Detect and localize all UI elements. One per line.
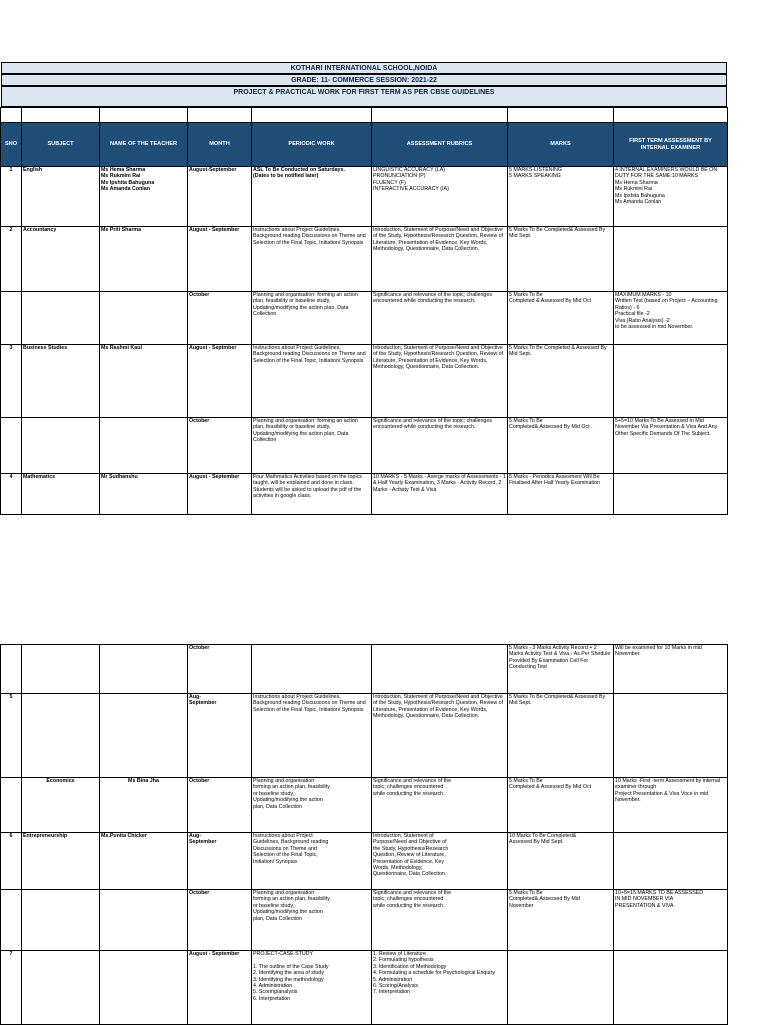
cell-examiner: 10 Marks -First -term Assessment by internal examiner through Project Presentation & Viva Voce in mid November.: [614, 778, 728, 833]
cell-sno: 5: [1, 694, 22, 778]
col-header-teacher: NAME OF THE TEACHER: [100, 123, 188, 167]
cell-marks: 5 Marks - 3 Marks Activity Record + 2 Marks Activity Test & Viva - As Per Shedule Provided By Examination Cell For Conducting Test: [508, 645, 614, 694]
cell-teacher: Ms Rashmi Kaul: [100, 345, 188, 418]
cell-teacher: Ms Priti Sharma: [100, 227, 188, 292]
cell-teacher: [100, 645, 188, 694]
cell-subject: [22, 645, 100, 694]
cell-periodic-work: Planning and organisation: forming an action plan, feasibility or baseline study, Updating/modifying the action plan, Data Collection: [252, 292, 372, 345]
cell-marks: 5 Marks To Be Completed & Assessed By Mid Oct: [508, 292, 614, 345]
table-row: [1, 474, 728, 515]
cell-periodic-work: ASL To Be Conducted on Saturdays. (Dates to be notified later): [252, 167, 372, 227]
cell-subject: [22, 890, 100, 951]
cell-month: Aug- September: [188, 694, 252, 778]
cell-teacher: Ms Hema Sharma Ms Rukmini Rai Ms Ipshita Bahuguna Ms Amanda Conlan: [100, 167, 188, 227]
cell-examiner: Will be examined for 10 Marks in mid November.: [614, 645, 728, 694]
document-title-bar: [1, 86, 727, 107]
cell-month: Aug- September: [188, 833, 252, 890]
cell-rubrics: 1. Review of Literature 2. Formulating hypothesis 3. Identification of Methodology 4. Formulating a schedule for Psychological Enquiry 5. Administration 6. Scoring/Analysis 7. Interpretation: [372, 951, 508, 1025]
cell-marks: 5 Marks To Be Completed& Assessed By Mid Sept.: [508, 227, 614, 292]
cell-sno: 4: [1, 474, 22, 515]
col-header-subject: SUBJECT: [22, 123, 100, 167]
cell-sno: [1, 645, 22, 694]
assessment-table: [0, 107, 728, 515]
cell-month: August - September: [188, 951, 252, 1025]
cell-subject: Business Studies: [22, 345, 100, 418]
spacer-row: [1, 108, 728, 123]
cell-rubrics: Significance and relevance of the topic; challenges encountered while conducting the research.: [372, 890, 508, 951]
cell-sno: [1, 890, 22, 951]
col-header-rubrics: ASSESSMENT RUBRICS: [372, 123, 508, 167]
cell-periodic-work: PROJECT-CASE STUDY 1. The outline of the Case Study 2. Identifying the area of study 3. Identifying the methodology 4. Administration 5. Scoring/analysis 6. Interpretation: [252, 951, 372, 1025]
col-header-marks: MARKS: [508, 123, 614, 167]
col-header-month: MONTH: [188, 123, 252, 167]
cell-marks: 5 Marks To Be Completed& Assessed By Mid November: [508, 890, 614, 951]
cell-rubrics: Significance and relevance of the topic; challenges encountered while conducting the research.: [372, 418, 508, 474]
cell-marks: 5 Marks To Be Completed & Assessed By Mid Oct: [508, 778, 614, 833]
cell-rubrics: 10 MARKS - 5 Marks - Averge marks of Assessments - 1 & Half Yearly Examination, 3 Marks - Activity Record, 2 Marks - Activity Test & Viva: [372, 474, 508, 515]
cell-month: October: [188, 418, 252, 474]
cell-periodic-work: Planning and organisation: forming an action plan, feasibility or baseline study, Updating/modifying the action plan, Data Collection: [252, 890, 372, 951]
cell-examiner: [614, 474, 728, 515]
cell-marks: [508, 951, 614, 1025]
cell-sno: [1, 778, 22, 833]
cell-subject: [22, 418, 100, 474]
cell-subject: Accountancy: [22, 227, 100, 292]
cell-rubrics: Introduction, Statement of Purpose/Need and Objective of the Study, Hypothesis/Research Question, Review of Literature, Presentation of Evidence, Key Words, Methodology, Questionnaire, Data Collection.: [372, 694, 508, 778]
col-header-sno: SNO: [1, 123, 22, 167]
cell-examiner: 4 INTERNAL EXAMINERS WOULD BE ON DUTY FOR THE SAME:10 MARKS Ms Hema Sharma Ms Rukmini Rai Ms Ipshita Bahuguna Ms Amanda Conlan: [614, 167, 728, 227]
table-row: [1, 694, 728, 778]
cell-periodic-work: Instructions about Project Guidelines, Background reading Discussions on Theme and Selection of the Final Topic, Initiation/ Synopsis: [252, 694, 372, 778]
cell-sno: 2: [1, 227, 22, 292]
table-row: [1, 227, 728, 292]
cell-marks: 5 Marks To Be Completed& Assessed By Mid Sept.: [508, 694, 614, 778]
table-row: [1, 778, 728, 833]
cell-rubrics: Introduction, Statement of Purpose/Need and Objective of the Study, Hypothesis/Research Question, Review of Literature, Presentation of Evidence, Key Words, Methodology, Questionnaire, Data Collection.: [372, 345, 508, 418]
cell-rubrics: Introduction, Statement of Purpose/Need and Objective of the Study, Hypothesis/Research Question, Review of Literature, Presentation of Evidence, Key Words, Methodology, Questionnaire, Data Collection.: [372, 227, 508, 292]
cell-teacher: Mr Sudhanshu: [100, 474, 188, 515]
cell-periodic-work: Instructions about Project Guidelines, Background reading Discussions on Theme and Selection of the Final Topic, Initiation/ Synopsis: [252, 227, 372, 292]
table-row: [1, 833, 728, 890]
cell-examiner: [614, 227, 728, 292]
cell-month: August - September: [188, 474, 252, 515]
cell-teacher: [100, 951, 188, 1025]
cell-sno: 7: [1, 951, 22, 1025]
cell-sno: 6: [1, 833, 22, 890]
cell-sno: 1: [1, 167, 22, 227]
cell-sno: [1, 418, 22, 474]
cell-rubrics: Significance and relevance of the topic; challenges encountered while conducting the research.: [372, 778, 508, 833]
school-name: KOTHARI INTERNATIONAL SCHOOL,NOIDA: [290, 65, 438, 72]
cell-teacher: [100, 694, 188, 778]
cell-month: August - Septmber: [188, 345, 252, 418]
cell-rubrics: Introduction, Statement of Purpose/Need and Objective of the Study, Hypothesis/Research Question, Review of Literature, Presentation of Evidence, Key Words, Methodology, Questionnaire, Data Collection.: [372, 833, 508, 890]
cell-periodic-work: Four Mathmatics Activities based on the topics taught, will be explained and done in class. Students will be asked to upload the pdf of the activities in google class.: [252, 474, 372, 515]
cell-teacher: [100, 418, 188, 474]
col-header-periodic-work: PERIODIC WORK: [252, 123, 372, 167]
cell-subject: Entrepreneurship: [22, 833, 100, 890]
assessment-table-continued: [0, 644, 728, 1025]
cell-marks: 10 Marks To Be Completed& Assessed By Mid Sept.: [508, 833, 614, 890]
cell-examiner: 5+5=10 Marks To Be Assessed In Mid November Via Presentation & Viva And Any Other Specific Demands Of The Subject.: [614, 418, 728, 474]
cell-subject: [22, 292, 100, 345]
cell-month: October: [188, 292, 252, 345]
cell-marks: 5 Marks To Be Completed & Assessed By Mid Sept.: [508, 345, 614, 418]
cell-sno: [1, 292, 22, 345]
cell-periodic-work: Instructions about Project Guidelines, Background reading Discussions on Theme and Selection of the Final Topic, Initiation/ Synopsis: [252, 833, 372, 890]
table-row: [1, 951, 728, 1025]
cell-marks: 5 MARKS-LISTENING 5 MARKS SPEAKING: [508, 167, 614, 227]
cell-teacher: [100, 292, 188, 345]
table-row: [1, 167, 728, 227]
cell-examiner: [614, 833, 728, 890]
table-row: [1, 292, 728, 345]
grade-session: GRADE: 11- COMMERCE SESSION: 2021-22: [291, 77, 437, 84]
cell-marks: 5 Marks To Be Completed& Assessed By Mid Oct .: [508, 418, 614, 474]
cell-month: October: [188, 645, 252, 694]
col-header-examiner: FIRST TERM ASSESSMENT BY INTERNAL EXAMINER: [614, 123, 728, 167]
cell-examiner: [614, 694, 728, 778]
table-row: [1, 418, 728, 474]
cell-subject: [22, 694, 100, 778]
cell-periodic-work: Planning and organisation: forming an action plan, feasibility or baseline study, Updating/modifying the action plan, Data Collection: [252, 418, 372, 474]
cell-month: October: [188, 890, 252, 951]
header-row: [1, 123, 728, 167]
cell-teacher: [100, 890, 188, 951]
table-row: [1, 890, 728, 951]
cell-examiner: 10+5=15 MARKS TO BE ASSESSED IN MID NOVEMBER VIA PRESENTATION & VIVA: [614, 890, 728, 951]
cell-subject: English: [22, 167, 100, 227]
cell-periodic-work: Instructions about Project Guidelines, Background reading Discussions on Theme and Selection of the Final Topic, Initiation/ Synopsis: [252, 345, 372, 418]
cell-subject: Mathematics: [22, 474, 100, 515]
grade-session-bar: [1, 74, 727, 86]
cell-marks: 5 Marks - Periodics Assesment Will Be Finalised After Half Yearly Examination: [508, 474, 614, 515]
cell-periodic-work: [252, 645, 372, 694]
cell-rubrics: LINGUISTIC ACCURACY (LA) PRONUNCIATION (P) FLUENCY (F) INTERACTIVE ACCURACY (IA): [372, 167, 508, 227]
cell-examiner: [614, 345, 728, 418]
cell-rubrics: [372, 645, 508, 694]
cell-month: August - September: [188, 227, 252, 292]
cell-rubrics: Significance and relevance of the topic; challenges encountered while conducting the research.: [372, 292, 508, 345]
table-row: [1, 345, 728, 418]
cell-month: October: [188, 778, 252, 833]
cell-subject: Economics: [22, 778, 100, 833]
school-name-bar: [1, 62, 727, 74]
cell-sno: 3: [1, 345, 22, 418]
document-title: PROJECT & PRACTICAL WORK FOR FIRST TERM AS PER CBSE GUIDELINES: [233, 89, 495, 96]
cell-month: August-September: [188, 167, 252, 227]
cell-examiner: [614, 951, 728, 1025]
cell-periodic-work: Planning and organisation: forming an action plan, feasibility or baseline study, Updating/modifying the action plan, Data Collection: [252, 778, 372, 833]
table-row: [1, 645, 728, 694]
cell-teacher: Ms.Punita Chicker: [100, 833, 188, 890]
cell-examiner: MAXIMUM MARKS - 10 Written Test (based on Project – Accounting Ratios) - 6 Practical file -2 Viva (Ratio Analysis) -2 to be assessed in mid November.: [614, 292, 728, 345]
cell-teacher: Ms Bina Jha: [100, 778, 188, 833]
cell-subject: [22, 951, 100, 1025]
